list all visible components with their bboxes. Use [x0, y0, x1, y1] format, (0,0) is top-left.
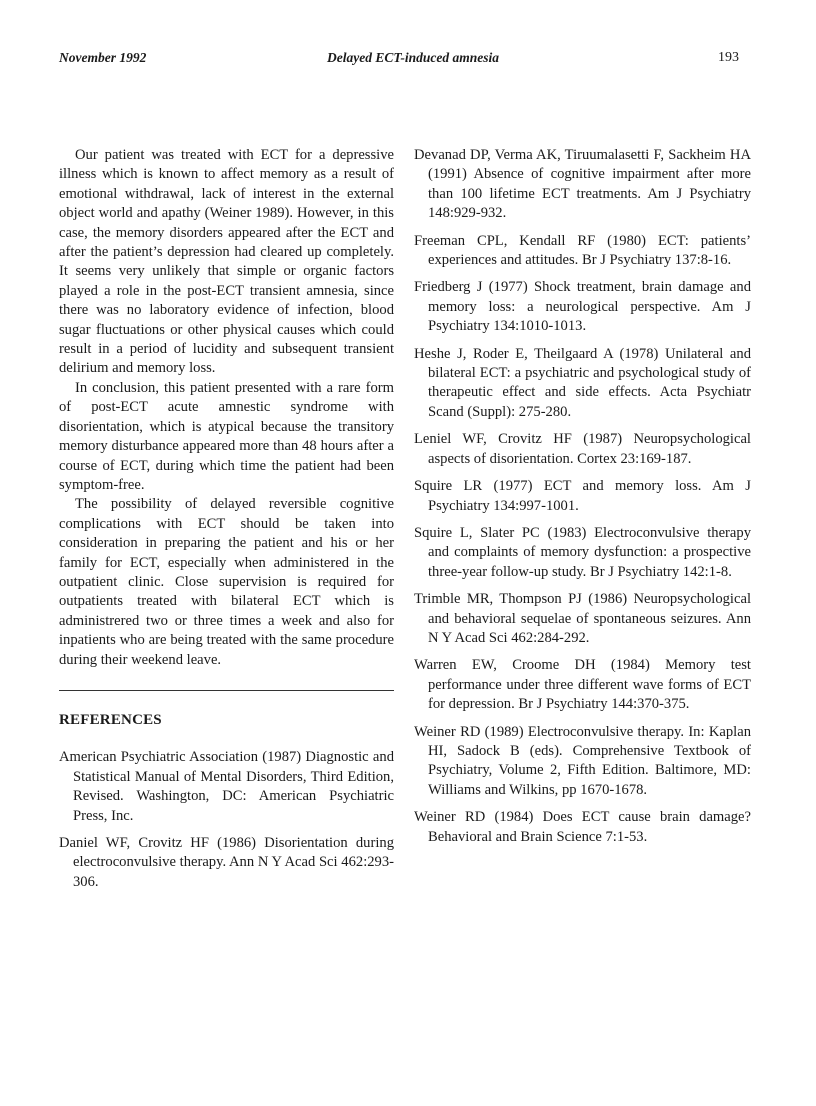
- reference-entry: Trimble MR, Thompson PJ (1986) Neuropsychological and behavioral sequelae of spontaneous seizures. Ann N Y Acad Sci 462:284-292.: [414, 591, 751, 646]
- reference-entry: Daniel WF, Crovitz HF (1986) Disorientation during electroconvulsive therapy. Ann N Y Acad Sci 462:293-306.: [59, 835, 394, 890]
- reference-entry: American Psychiatric Association (1987) Diagnostic and Statistical Manual of Mental Disorders, Third Edition, Revised. Washington, DC: American Psychiatric Press, Inc.: [59, 749, 394, 824]
- body-paragraph: The possibility of delayed reversible cognitive complications with ECT should be taken into consideration in preparing the patient and his or her family for ECT, especially when administered in the outpatient clinic. Close supervision is required for outpatients treated with bilateral ECT which is administrered two or three times a week and also for inpatients who are being treated with the same procedure during their weekend leave.: [59, 496, 394, 668]
- reference-entry: Weiner RD (1989) Electroconvulsive therapy. In: Kaplan HI, Sadock B (eds). Comprehensive Textbook of Psychiatry, Volume 2, Fifth Edition. Baltimore, MD: Williams and Wilkins, pp 1670-1678.: [414, 723, 751, 798]
- reference-entry: Squire LR (1977) ECT and memory loss. Am J Psychiatry 134:997-1001.: [414, 478, 751, 514]
- header-title: Delayed ECT-induced amnesia: [327, 50, 499, 65]
- reference-entry: Freeman CPL, Kendall RF (1980) ECT: patients’ experiences and attitudes. Br J Psychiatry 137:8-16.: [414, 232, 751, 269]
- header-date: November 1992: [59, 50, 147, 65]
- references-heading: REFERENCES: [59, 711, 162, 728]
- running-header: [59, 50, 739, 70]
- body-paragraph: In conclusion, this patient presented with a rare form of post-ECT acute amnestic syndrome with disorientation, which is atypical because the transitory memory disturbance appeared more than 48 hours after a course of ECT, during which time the patient had been symptom-free.: [59, 379, 394, 493]
- page-number: 193: [718, 50, 739, 65]
- reference-entry: Heshe J, Roder E, Theilgaard A (1978) Unilateral and bilateral ECT: a psychiatric and psychological study of therapeutic effect and side effects. Acta Psychiatr Scand (Suppl): 275-280.: [414, 345, 751, 420]
- reference-entry: Devanad DP, Verma AK, Tiruumalasetti F, Sackheim HA (1991) Absence of cognitive impairment after more than 100 lifetime ECT treatments. Am J Psychiatry 148:929-932.: [414, 147, 751, 222]
- reference-entry: Weiner RD (1984) Does ECT cause brain damage? Behavioral and Brain Science 7:1-53.: [414, 809, 751, 845]
- left-column: [59, 146, 394, 900]
- reference-entry: Squire L, Slater PC (1983) Electroconvulsive therapy and complaints of memory dysfunction: a prospective three-year follow-up study. Br J Psychiatry 142:1-8.: [414, 524, 751, 580]
- body-paragraph: Our patient was treated with ECT for a depressive illness which is known to affect memory as a result of emotional withdrawal, lack of interest in the external object world and apathy (Weiner 1989). However, in this case, the memory disorders appeared after the ECT and after the patient’s depression had cleared up completely. It seems very unlikely that simple or organic factors played a role in the post-ECT transient amnesia, since there was no laboratory evidence of infection, blood sugar fluctuations or other physical causes which could result in a period of lucidity and subsequent transient delirium and memory loss.: [59, 147, 394, 377]
- right-column: [414, 146, 751, 855]
- reference-entry: Friedberg J (1977) Shock treatment, brain damage and memory loss: a neurological perspective. Am J Psychiatry 134:1010-1013.: [414, 279, 751, 335]
- section-divider: [59, 690, 394, 691]
- reference-entry: Leniel WF, Crovitz HF (1987) Neuropsychological aspects of disorientation. Cortex 23:169-187.: [414, 431, 751, 467]
- reference-entry: Warren EW, Croome DH (1984) Memory test performance under three different wave forms of ECT for depression. Br J Psychiatry 144:370-375.: [414, 657, 751, 713]
